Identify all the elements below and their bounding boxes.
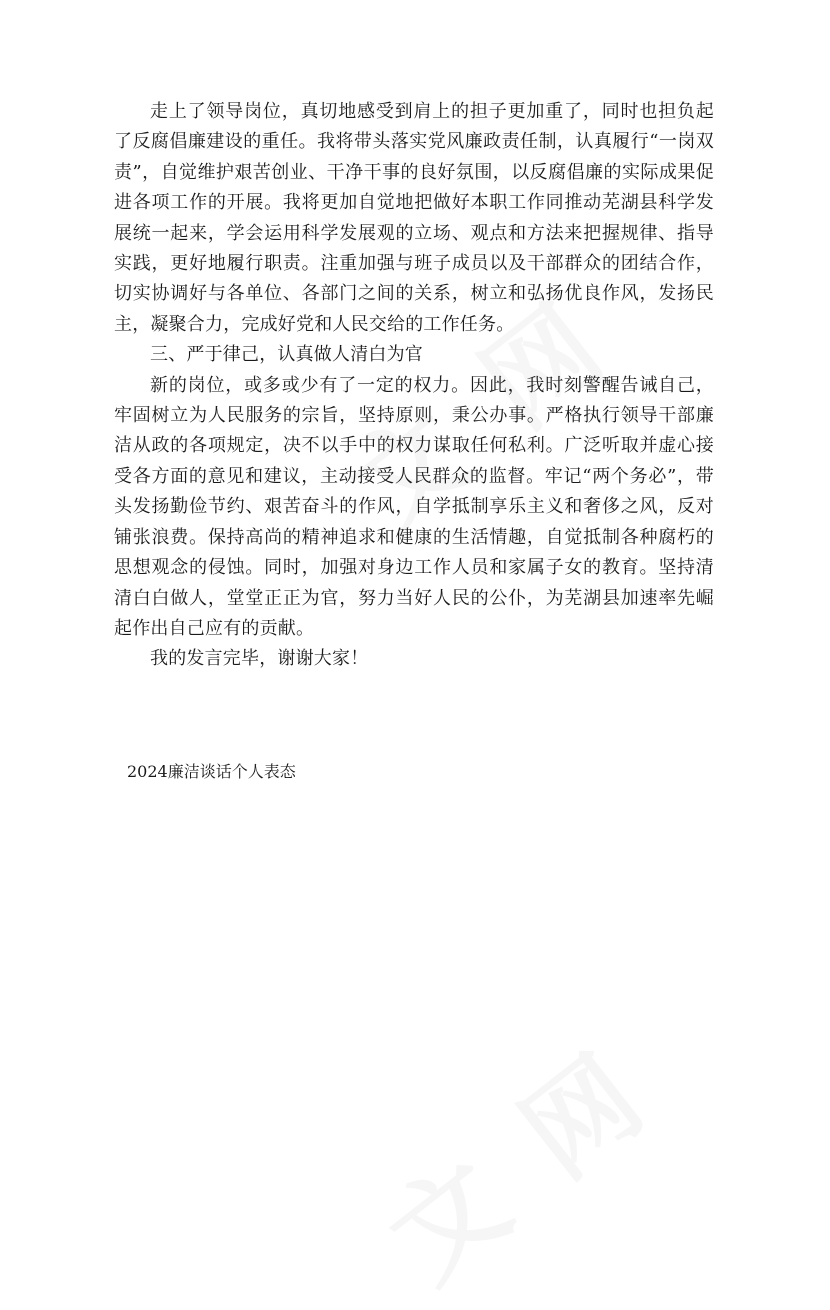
body-paragraph: 走上了领导岗位，真切地感受到肩上的担子更加重了，同时也担负起了反腐倡廉建设的重任。我将带头落实党风廉政责任制，认真履行“一岗双责”，自觉维护艰苦创业、干净干事的良好氛围，以反腐倡廉的实际成果促进各项工作的开展。我将更加自觉地把做好本职工作同推动芜湖县科学发展统一起来，学会运用科学发展观的立场、观点和方法来把握规律、指导实践，更好地履行职责。注重加强与班子成员以及干部群众的团结合作，切实协调好与各单位、各部门之间的关系，树立和弘扬优良作风，发扬民主，凝聚合力，完成好党和人民交给的工作任务。 xyxy=(114,101,714,335)
section-heading: 三、严于律己，认真做人清白为官 xyxy=(150,344,423,366)
closing-paragraph: 我的发言完毕，谢谢大家！ xyxy=(150,648,369,670)
document-title-footer: 2024廉洁谈话个人表态 xyxy=(127,762,296,781)
document-body xyxy=(114,97,714,675)
body-paragraph: 新的岗位，或多或少有了一定的权力。因此，我时刻警醒告诫自己，牢固树立为人民服务的宗旨，坚持原则，秉公办事。严格执行领导干部廉洁从政的各项规定，决不以手中的权力谋取任何私利。广泛听取并虚心接受各方面的意见和建议，主动接受人民群众的监督。牢记“两个务必”，带头发扬勤俭节约、艰苦奋斗的作风，自学抵制享乐主义和奢侈之风，反对铺张浪费。保持高尚的精神追求和健康的生活情趣，自觉抵制各种腐朽的思想观念的侵蚀。同时，加强对身边工作人员和家属子女的教育。坚持清清白白做人，堂堂正正为官，努力当好人民的公仆，为芜湖县加速率先崛起作出自己应有的贡献。 xyxy=(114,374,714,639)
watermark xyxy=(352,1008,676,1310)
